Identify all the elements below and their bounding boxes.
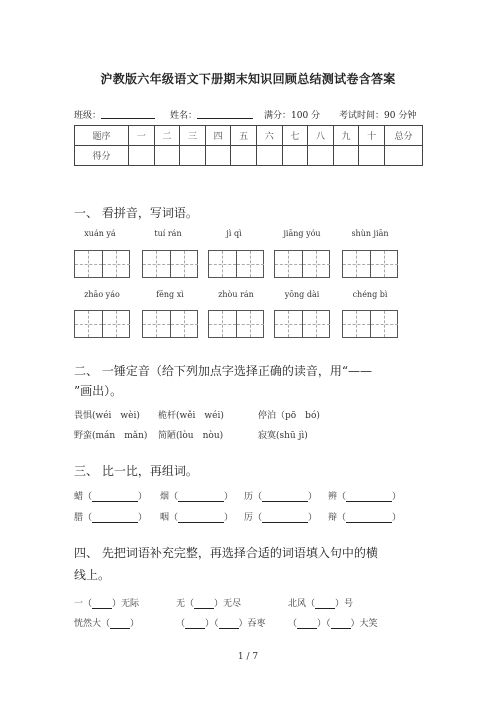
idiom-prefix: 恍然大（: [74, 619, 111, 629]
page-number: 1 / 7: [237, 652, 259, 662]
idiom-middle: ）（: [317, 619, 331, 629]
score-row-label: 得分: [75, 146, 129, 166]
score-header-cell: 三: [180, 126, 206, 146]
idiom-blank[interactable]: [219, 619, 239, 629]
section2-heading-line2: ”画出）。: [74, 384, 123, 398]
student-info-row: [74, 108, 434, 122]
class-label: 班级：: [74, 111, 102, 121]
score-cell[interactable]: [282, 146, 308, 166]
answer-blank[interactable]: [92, 492, 138, 502]
compare-char: 腊: [74, 513, 84, 523]
answer-blank[interactable]: [178, 492, 224, 502]
idiom-suffix: ）: [130, 619, 140, 629]
pinyin-label: xuán yá: [84, 229, 116, 238]
compare-char: 蜡: [74, 492, 84, 502]
idiom-item: [74, 596, 139, 609]
score-header-cell: 五: [231, 126, 257, 146]
writing-grid-box[interactable]: [208, 310, 264, 338]
writing-grid-box[interactable]: [74, 250, 130, 278]
compare-item: 历（ ）: [244, 492, 318, 502]
score-cell[interactable]: [385, 146, 423, 166]
idiom-prefix: （: [288, 619, 298, 629]
writing-grid-box[interactable]: [142, 250, 198, 278]
score-header-cell: 八: [308, 126, 334, 146]
pronunciation-item: 寂寞(shū jì): [258, 431, 308, 441]
idiom-blank[interactable]: [315, 599, 335, 609]
score-header-cell: 二: [154, 126, 180, 146]
section4-heading-line1: 四、 先把词语补充完整，再选择合适的词语填入句中的横: [74, 546, 378, 560]
compare-item: 腊（ ）: [74, 513, 148, 523]
pinyin-label: jì qì: [226, 229, 242, 238]
writing-grid-box[interactable]: [74, 310, 130, 338]
pronunciation-item: 简陋(lòu nòu): [158, 431, 224, 441]
pinyin-label: zhòu rán: [218, 290, 254, 299]
score-header-cell: 六: [256, 126, 282, 146]
pronunciation-item: 畏惧(wéi wèi): [74, 411, 140, 421]
score-table-header-row: [75, 126, 423, 146]
idiom-item: [176, 596, 241, 609]
score-cell[interactable]: [256, 146, 282, 166]
idiom-suffix: ）无际: [112, 599, 140, 609]
class-field: [74, 108, 101, 121]
compare-item: 辩（ ）: [328, 513, 402, 523]
section1-heading: 一、 看拼音，写词语。: [74, 206, 198, 220]
pinyin-label: tuí rán: [154, 229, 182, 238]
idiom-blank[interactable]: [92, 599, 112, 609]
idiom-prefix: 一（: [74, 599, 93, 609]
idiom-suffix: ）吞枣: [238, 619, 266, 629]
idiom-suffix: ）无尽: [214, 599, 242, 609]
compare-item: 蜡（ ）: [74, 492, 148, 502]
score-cell[interactable]: [129, 146, 155, 166]
answer-blank[interactable]: [92, 513, 138, 523]
writing-grid-box[interactable]: [274, 310, 330, 338]
idiom-blank[interactable]: [110, 619, 130, 629]
compare-char: 厉: [244, 513, 254, 523]
pinyin-label: jiāng yóu: [283, 229, 321, 238]
pinyin-label: chéng bì: [352, 290, 388, 299]
idiom-blank[interactable]: [297, 619, 317, 629]
idiom-prefix: 北风（: [288, 599, 316, 609]
section3-heading: 三、 比一比，再组词。: [74, 464, 198, 478]
score-cell[interactable]: [308, 146, 334, 166]
pinyin-label: fēng xì: [156, 290, 184, 299]
full-score: 满分：100 分: [264, 111, 321, 121]
idiom-item: [74, 616, 139, 629]
score-header-cell: 题序: [75, 126, 129, 146]
idiom-suffix: ）大笑: [350, 619, 378, 629]
score-cell[interactable]: [333, 146, 359, 166]
exam-time: 考试时间：90 分钟: [339, 111, 417, 121]
compare-item: 厉（ ）: [244, 513, 318, 523]
compare-item: 辨（ ）: [328, 492, 402, 502]
compare-item: 烟（ ）: [160, 492, 234, 502]
idiom-prefix: （: [176, 619, 186, 629]
answer-blank[interactable]: [262, 492, 308, 502]
idiom-item: [176, 616, 266, 629]
idiom-item: [288, 596, 353, 609]
name-blank[interactable]: [197, 108, 253, 119]
compare-item: 咽（ ）: [160, 513, 234, 523]
idiom-item: [288, 616, 378, 629]
score-table: [74, 125, 423, 166]
idiom-suffix: ）号: [335, 599, 354, 609]
section2-heading-line1: 二、 一锤定音（给下列加点字选择正确的读音，用“——: [74, 364, 372, 378]
pronunciation-item: 桅杆(wěi wéi): [158, 411, 224, 421]
score-header-cell: 七: [282, 126, 308, 146]
idiom-blank[interactable]: [185, 619, 205, 629]
answer-blank[interactable]: [262, 513, 308, 523]
writing-grid-box[interactable]: [208, 250, 264, 278]
compare-char: 辨: [328, 492, 338, 502]
idiom-prefix: 无（: [176, 599, 195, 609]
score-header-cell: 一: [129, 126, 155, 146]
score-cell[interactable]: [205, 146, 231, 166]
score-cell[interactable]: [359, 146, 385, 166]
score-cell[interactable]: [231, 146, 257, 166]
writing-grid-box[interactable]: [274, 250, 330, 278]
pronunciation-item: 停泊（pō bó): [258, 411, 320, 421]
document-title: 沪教版六年级语文下册期末知识回顾总结测试卷含答案: [100, 72, 396, 86]
idiom-middle: ）（: [205, 619, 219, 629]
writing-grid-box[interactable]: [142, 310, 198, 338]
score-header-cell: 十: [359, 126, 385, 146]
score-table-score-row: [75, 146, 423, 166]
score-cell[interactable]: [180, 146, 206, 166]
score-header-cell: 总分: [385, 126, 423, 146]
pinyin-label: zhāo yáo: [84, 290, 120, 299]
answer-blank[interactable]: [346, 513, 392, 523]
score-header-cell: 四: [205, 126, 231, 146]
name-label: 姓名：: [170, 111, 198, 121]
class-blank[interactable]: [101, 108, 155, 119]
pronunciation-item: 野蛮(mán mǎn): [74, 431, 148, 441]
section4-heading-line2: 线上。: [74, 568, 111, 582]
score-cell[interactable]: [154, 146, 180, 166]
pinyin-label: shùn jiān: [351, 229, 389, 238]
answer-blank[interactable]: [346, 492, 392, 502]
idiom-blank[interactable]: [194, 599, 214, 609]
compare-char: 烟: [160, 492, 170, 502]
writing-grid-box[interactable]: [342, 250, 398, 278]
score-header-cell: 九: [333, 126, 359, 146]
name-field: [170, 108, 197, 121]
compare-char: 历: [244, 492, 254, 502]
pinyin-label: yōng dài: [284, 290, 320, 299]
answer-blank[interactable]: [178, 513, 224, 523]
compare-char: 咽: [160, 513, 170, 523]
writing-grid-box[interactable]: [342, 310, 398, 338]
compare-char: 辩: [328, 513, 338, 523]
idiom-blank[interactable]: [331, 619, 351, 629]
